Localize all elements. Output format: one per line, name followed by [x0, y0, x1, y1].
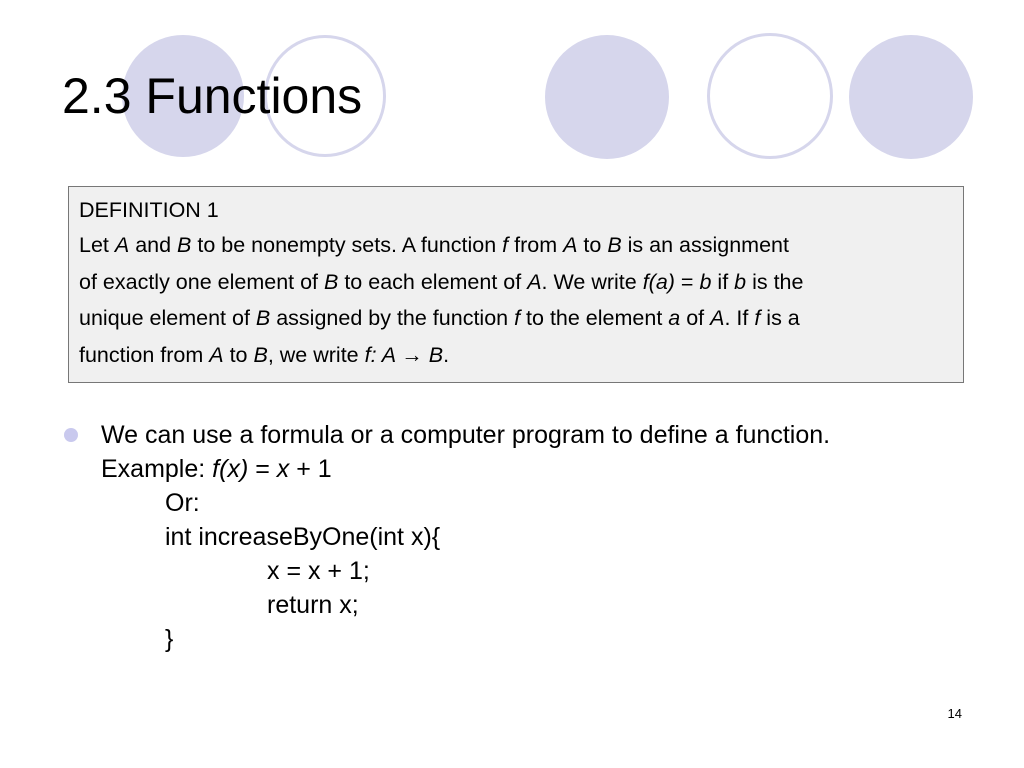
text-segment: to the element: [520, 306, 669, 330]
text-segment: and: [129, 233, 178, 257]
bullet-line: [64, 622, 964, 656]
text-segment: is the: [746, 269, 804, 294]
definition-line: [79, 337, 953, 374]
bullet-item: [64, 418, 964, 656]
text-segment: to: [223, 342, 254, 367]
text-segment: return x;: [267, 591, 359, 619]
text-segment: of exactly one element of: [79, 269, 325, 294]
text-segment: =: [674, 269, 700, 294]
text-segment: function from: [79, 342, 210, 367]
text-segment: to be nonempty sets. A function: [191, 233, 503, 257]
text-segment: unique element of: [79, 306, 256, 330]
text-segment: Let: [79, 233, 115, 257]
italic-math-text: B: [255, 306, 271, 330]
page-number: 14: [947, 706, 962, 721]
italic-math-text: f: A → B: [364, 342, 444, 367]
text-segment: of: [680, 306, 711, 330]
text-segment: , we write: [267, 342, 365, 367]
text-segment: }: [165, 625, 174, 653]
text-segment: int increaseByOne(int x){: [165, 523, 441, 551]
definition-box: [68, 186, 964, 383]
definition-heading: DEFINITION 1: [79, 198, 219, 222]
italic-math-text: A: [527, 269, 542, 294]
italic-math-text: f(x): [212, 455, 249, 483]
bullet-line: [64, 486, 964, 520]
decor-circle-filled-2: [545, 35, 669, 159]
definition-line: [79, 227, 953, 264]
text-segment: to: [577, 233, 608, 257]
text-segment: =: [248, 455, 277, 483]
italic-math-text: x: [276, 455, 290, 483]
text-segment: x = x + 1;: [267, 557, 370, 585]
text-segment: Or:: [165, 489, 200, 517]
italic-math-text: A: [114, 233, 130, 257]
definition-text: [79, 227, 953, 373]
decor-circle-outline-2: [707, 33, 833, 159]
text-segment: . If: [724, 306, 755, 330]
italic-math-text: b: [699, 269, 712, 294]
italic-math-text: B: [607, 233, 622, 257]
bullet-line: [64, 520, 964, 554]
decor-circle-filled-3: [849, 35, 973, 159]
italic-math-text: B: [324, 269, 339, 294]
text-segment: from: [508, 233, 564, 257]
bullet-line: [64, 554, 964, 588]
text-segment: Example:: [101, 455, 213, 483]
text-segment: + 1: [289, 455, 332, 483]
bullet-line: [64, 452, 964, 486]
bullet-list: [64, 418, 964, 656]
italic-math-text: b: [734, 269, 747, 294]
italic-math-text: A: [710, 306, 725, 330]
italic-math-text: f: [514, 306, 521, 330]
text-segment: . We write: [541, 269, 643, 294]
text-segment: is an assignment: [621, 233, 789, 257]
italic-math-text: B: [177, 233, 192, 257]
text-segment: .: [443, 342, 450, 367]
text-segment: assigned by the function: [270, 306, 515, 330]
bullet-line: [64, 418, 964, 452]
bullet-line: [64, 588, 964, 622]
text-segment: to each element of: [338, 269, 528, 294]
italic-math-text: B: [253, 342, 268, 367]
text-segment: is a: [760, 306, 800, 330]
italic-math-text: f: [754, 306, 761, 330]
slide-title: 2.3 Functions: [62, 68, 363, 124]
text-segment: We can use a formula or a computer program to define a function.: [101, 421, 831, 449]
italic-math-text: A: [209, 342, 224, 367]
italic-math-text: f(a): [642, 269, 675, 294]
italic-math-text: A: [563, 233, 578, 257]
text-segment: if: [711, 269, 735, 294]
definition-line: [79, 300, 953, 337]
italic-math-text: f: [502, 233, 509, 257]
definition-line: [79, 264, 953, 301]
italic-math-text: a: [668, 306, 681, 330]
